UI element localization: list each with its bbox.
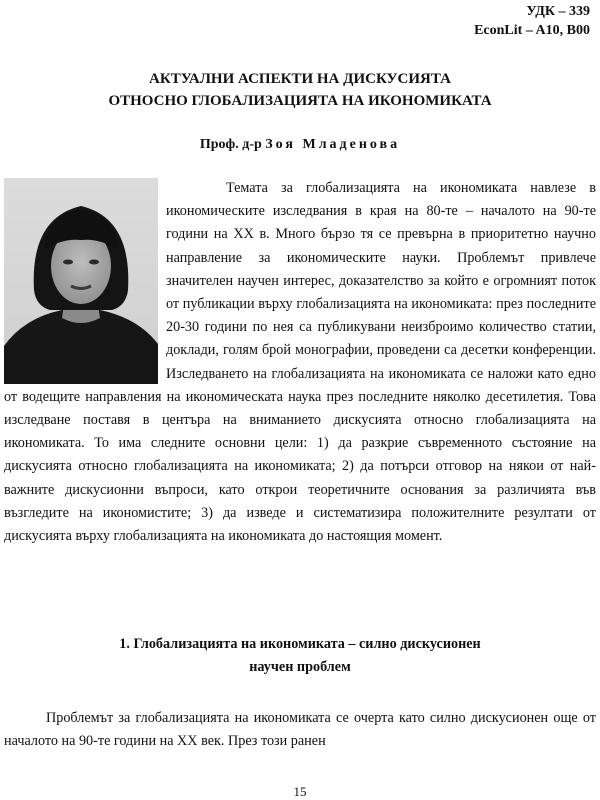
article-classification bbox=[474, 2, 590, 40]
author-prefix: Проф. д-р bbox=[199, 137, 262, 152]
section-text-block bbox=[4, 707, 596, 753]
page-number: 15 bbox=[293, 784, 307, 799]
section-paragraph: Проблемът за глобализацията на икономиката се очерта като силно дискусионен още от началото на 90-те години на XX век. През този ранен bbox=[4, 710, 596, 750]
author-name: Зоя Младенова bbox=[265, 137, 401, 152]
intro-text-block bbox=[4, 177, 596, 548]
section-heading-line-1: 1. Глобализацията на икономиката – силно дискусионен bbox=[119, 636, 481, 652]
econlit-code: EconLit – A10, B00 bbox=[474, 23, 590, 38]
title-line-1: АКТУАЛНИ АСПЕКТИ НА ДИСКУСИЯТА bbox=[149, 71, 451, 87]
article-title bbox=[0, 68, 600, 112]
title-line-2: ОТНОСНО ГЛОБАЛИЗАЦИЯТА НА ИКОНОМИКАТА bbox=[108, 93, 492, 109]
intro-paragraph: Темата за глобализацията на икономиката навлезе в икономическите изследвания в края на 80-те – началото на 90-те години на XX в. Много бързо тя се превърна в приоритетно научно направление за икономическите науки. Проблемът привлече значителен научен интерес, доказателство за който е огромният поток от публикации върху глобализацията на икономиката: през последните 20-30 години по нея са публикувани неизброимо количество статии, доклади, голям брой монографии, проведени са десетки конференции. Изследването на глобализацията на икономиката се наложи като едно от водещите направления на икономическата наука през последните няколко десетилетия. Това изследване поставя в центъра на вниманието дискусията относно глобализацията на икономиката. То има следните основни цели: 1) да разкрие съвременното състояние на дискусията относно глобализацията на икономиката; 2) да потърси отговор на някои от най-важните дискусионни въпроси, като открои теоретичните основания за различията във възгледите на икономистите; 3) да изведе и систематизира положителните резултати от дискусията върху глобализацията на икономиката до настоящия момент. bbox=[4, 180, 596, 545]
section-heading-line-2: научен проблем bbox=[249, 659, 351, 675]
section-heading bbox=[0, 633, 600, 679]
author-line bbox=[0, 136, 600, 154]
udc-code: УДК – 339 bbox=[526, 4, 590, 19]
photo-wrap-space bbox=[4, 177, 166, 385]
